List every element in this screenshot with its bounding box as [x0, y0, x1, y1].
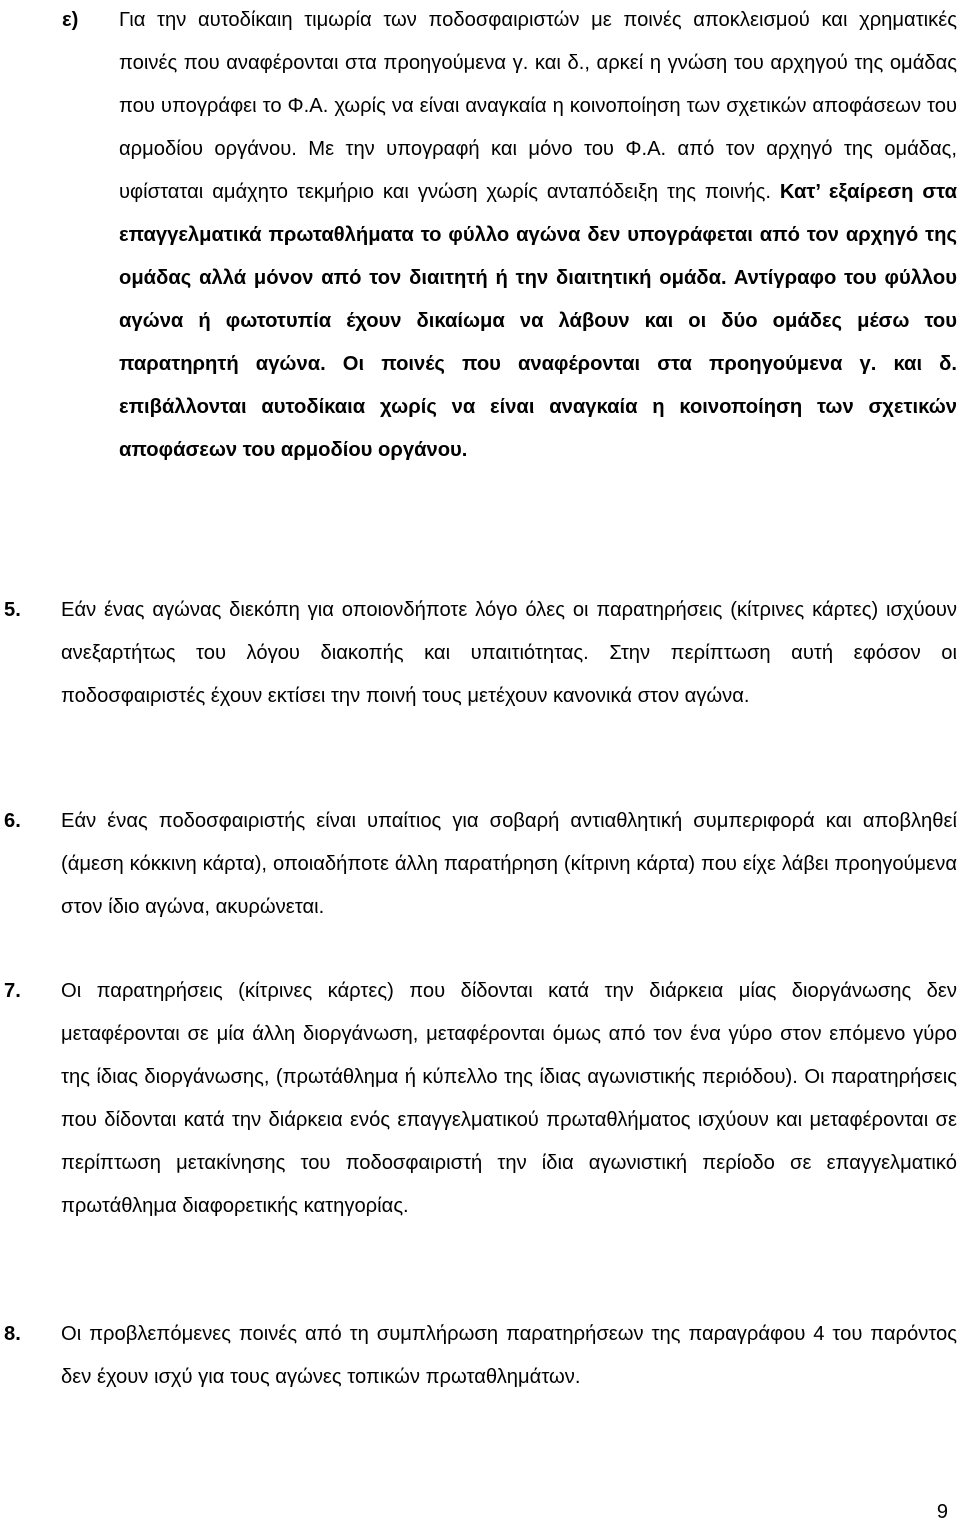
item-5-text: Εάν ένας αγώνας διεκόπη για οποιονδήποτε λόγο όλες οι παρατηρήσεις (κίτρινες κάρτες) ισχύουν ανεξαρτήτως του λόγου διακοπής και υπαιτιότητας. Στην περίπτωση αυτή εφόσον οι ποδοσφαιριστές έχουν εκτίσει την ποινή τους μετέχουν κανονικά στον αγώνα.	[61, 599, 957, 707]
item-7-text: Οι παρατηρήσεις (κίτρινες κάρτες) που δίδονται κατά την διάρκεια μίας διοργάνωσης δεν μεταφέρονται σε μία άλλη διοργάνωση, μεταφέρονται όμως από τον ένα γύρο στον επόμενο γύρο της ίδιας διοργάνωσης, (πρωτάθλημα ή κύπελλο της ίδιας αγωνιστικής περιόδου). Οι παρατηρήσεις που δίδονται κατά την διάρκεια ενός επαγγελματικού πρωταθλήματος ισχύουν και μεταφέρονται σε περίπτωση μετακίνησης του ποδοσφαιριστή την ίδια αγωνιστική περίοδο σε επαγγελματικό πρωτάθλημα διαφορετικής κατηγορίας.	[61, 980, 957, 1217]
page-number: 9	[936, 1501, 948, 1523]
item-7-number: 7.	[4, 980, 21, 1002]
paragraph-e-text	[119, 0, 957, 472]
item-6-text: Εάν ένας ποδοσφαιριστής είναι υπαίτιος για σοβαρή αντιαθλητική συμπεριφορά και αποβληθεί (άμεση κόκκινη κάρτα), οποιαδήποτε άλλη παρατήρηση (κίτρινη κάρτα) που είχε λάβει προηγούμενα στον ίδιο αγώνα, ακυρώνεται.	[61, 810, 957, 918]
paragraph-e-bold-text: Κατ’ εξαίρεση στα επαγγελματικά πρωταθλήματα το φύλλο αγώνα δεν υπογράφεται από τον αρχηγό της ομάδας αλλά μόνον από τον διαιτητή ή την διαιτητική ομάδα. Αντίγραφο του φύλλου αγώνα ή φωτοτυπία έχουν δικαίωμα να λάβουν και οι δύο ομάδες μέσω του παρατηρητή αγώνα. Οι ποινές που αναφέρονται στα προηγούμενα γ. και δ. επιβάλλονται αυτοδίκαια χωρίς να είναι αναγκαία η κοινοποίηση των σχετικών αποφάσεων του αρμοδίου οργάνου.	[119, 181, 958, 461]
item-8-text: Οι προβλεπόμενες ποινές από τη συμπλήρωση παρατηρήσεων της παραγράφου 4 του παρόντος δεν έχουν ισχύ για τους αγώνες τοπικών πρωταθλημάτων.	[61, 1323, 957, 1388]
item-7	[61, 970, 957, 1228]
paragraph-marker-e: ε)	[62, 9, 79, 31]
item-8-number: 8.	[4, 1323, 21, 1345]
item-5	[61, 589, 957, 718]
item-6	[61, 800, 957, 929]
item-8	[61, 1313, 957, 1399]
item-6-number: 6.	[4, 810, 21, 832]
item-5-number: 5.	[4, 599, 21, 621]
paragraph-e-normal-text: Για την αυτοδίκαιη τιμωρία των ποδοσφαιριστών με ποινές αποκλεισμού και χρηματικές ποινές που αναφέρονται στα προηγούμενα γ. και δ., αρκεί η γνώση του αρχηγού της ομάδας που υπογράφει το Φ.Α. χωρίς να είναι αναγκαία η κοινοποίηση των σχετικών αποφάσεων του αρμοδίου οργάνου. Με την υπογραφή και μόνο του Φ.Α. από τον αρχηγό της ομάδας, υφίσταται αμάχητο τεκμήριο και γνώση χωρίς ανταπόδειξη της ποινής.	[119, 9, 957, 203]
paragraph-e	[119, 0, 957, 472]
